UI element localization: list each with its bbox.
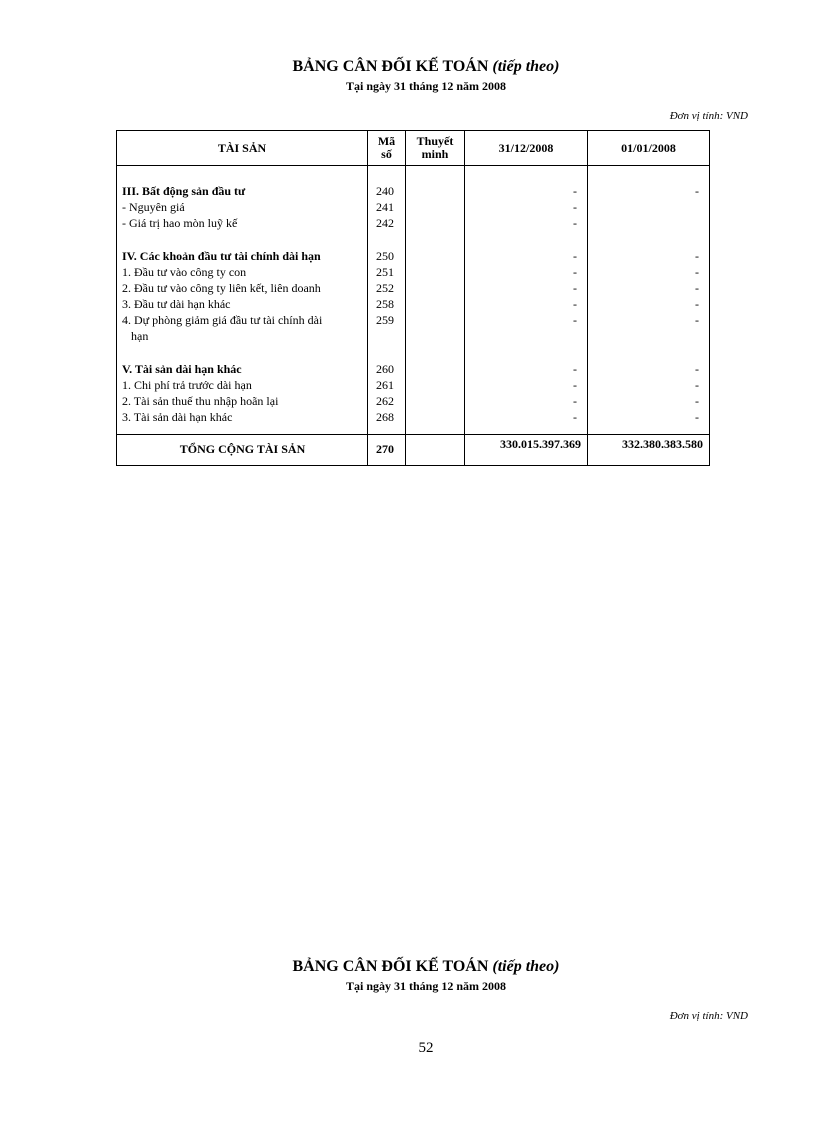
row-prior: - <box>588 280 710 296</box>
row-code: 261 <box>368 377 406 393</box>
total-code: 270 <box>368 435 406 466</box>
row-current: - <box>465 183 588 199</box>
row-label <box>117 312 368 344</box>
total-prior: 332.380.383.580 <box>588 435 710 466</box>
row-current: - <box>465 377 588 393</box>
row-label: 3. Đầu tư dài hạn khác <box>117 296 368 312</box>
total-label: TỔNG CỘNG TÀI SẢN <box>117 435 368 466</box>
row-label: 2. Đầu tư vào công ty liên kết, liên doanh <box>117 280 368 296</box>
row-note <box>406 393 465 409</box>
report-date-repeat: Tại ngày 31 tháng 12 năm 2008 <box>345 979 507 993</box>
title-main-repeat: BẢNG CÂN ĐỐI KẾ TOÁN <box>292 958 489 975</box>
table-row <box>117 409 710 425</box>
section-row <box>117 183 710 199</box>
row-label: 1. Chi phí trả trước dài hạn <box>117 377 368 393</box>
table-header-row <box>117 131 710 166</box>
row-label-line1: 4. Dự phòng giảm giá đầu tư tài chính dài <box>122 313 323 327</box>
row-current: - <box>465 296 588 312</box>
table-row <box>117 296 710 312</box>
row-label: IV. Các khoản đầu tư tài chính dài hạn <box>117 248 368 264</box>
row-current: - <box>465 409 588 425</box>
title-continued-repeat: (tiếp theo) <box>492 958 560 975</box>
row-current: - <box>465 248 588 264</box>
row-label: III. Bất động sản đầu tư <box>117 183 368 199</box>
row-current: - <box>465 312 588 344</box>
row-prior: - <box>588 264 710 280</box>
row-note <box>406 264 465 280</box>
row-prior: - <box>588 248 710 264</box>
row-label: 1. Đầu tư vào công ty con <box>117 264 368 280</box>
row-prior: - <box>588 393 710 409</box>
row-prior: - <box>588 377 710 393</box>
row-code: 262 <box>368 393 406 409</box>
row-prior: - <box>588 361 710 377</box>
col-header-code-line2: số <box>381 147 392 161</box>
row-current: - <box>465 361 588 377</box>
table-row <box>117 280 710 296</box>
total-note <box>406 435 465 466</box>
row-label: 2. Tài sản thuế thu nhập hoãn lại <box>117 393 368 409</box>
page-title-repeat <box>0 958 816 976</box>
table-row <box>117 393 710 409</box>
row-code: 250 <box>368 248 406 264</box>
row-note <box>406 280 465 296</box>
col-header-note-line1: Thuyết <box>416 134 454 148</box>
page-title <box>0 58 816 76</box>
col-header-code <box>368 131 406 166</box>
row-note <box>406 312 465 344</box>
page-number: 52 <box>418 1040 434 1056</box>
row-code: 241 <box>368 199 406 215</box>
row-current: - <box>465 393 588 409</box>
row-label: V. Tài sản dài hạn khác <box>117 361 368 377</box>
row-prior: - <box>588 183 710 199</box>
total-row <box>117 435 710 466</box>
col-header-note-line2: minh <box>421 147 449 161</box>
row-note <box>406 377 465 393</box>
col-header-assets: TÀI SẢN <box>117 131 368 166</box>
row-code: 240 <box>368 183 406 199</box>
col-header-note <box>406 131 465 166</box>
row-current: - <box>465 280 588 296</box>
row-label: 3. Tài sản dài hạn khác <box>117 409 368 425</box>
row-code: 251 <box>368 264 406 280</box>
table-row <box>117 264 710 280</box>
title-main: BẢNG CÂN ĐỐI KẾ TOÁN <box>292 58 489 75</box>
total-current: 330.015.397.369 <box>465 435 588 466</box>
table-row <box>117 377 710 393</box>
row-note <box>406 183 465 199</box>
currency-unit-repeat: Đơn vị tính: VND <box>669 1010 748 1022</box>
row-current: - <box>465 215 588 231</box>
table-row <box>117 312 710 344</box>
title-continued: (tiếp theo) <box>492 58 560 75</box>
currency-unit: Đơn vị tính: VND <box>669 110 748 122</box>
row-note <box>406 199 465 215</box>
row-code: 252 <box>368 280 406 296</box>
section-row <box>117 361 710 377</box>
row-label: - Giá trị hao mòn luỹ kế <box>117 215 368 231</box>
row-note <box>406 215 465 231</box>
table-row <box>117 199 710 215</box>
row-note <box>406 361 465 377</box>
row-code: 268 <box>368 409 406 425</box>
row-code: 260 <box>368 361 406 377</box>
col-header-current: 31/12/2008 <box>465 131 588 166</box>
section-row <box>117 248 710 264</box>
row-prior: - <box>588 296 710 312</box>
row-prior <box>588 215 710 231</box>
row-current: - <box>465 199 588 215</box>
table-row <box>117 215 710 231</box>
row-prior: - <box>588 312 710 344</box>
row-label-line2: hạn <box>131 329 149 343</box>
report-date: Tại ngày 31 tháng 12 năm 2008 <box>345 79 507 93</box>
row-prior <box>588 199 710 215</box>
row-current: - <box>465 264 588 280</box>
row-note <box>406 296 465 312</box>
row-code: 242 <box>368 215 406 231</box>
row-code: 258 <box>368 296 406 312</box>
row-prior: - <box>588 409 710 425</box>
col-header-prior: 01/01/2008 <box>588 131 710 166</box>
balance-sheet-table <box>116 130 710 466</box>
col-header-code-line1: Mã <box>377 134 396 148</box>
row-note <box>406 409 465 425</box>
row-label: - Nguyên giá <box>117 199 368 215</box>
row-code: 259 <box>368 312 406 344</box>
row-note <box>406 248 465 264</box>
